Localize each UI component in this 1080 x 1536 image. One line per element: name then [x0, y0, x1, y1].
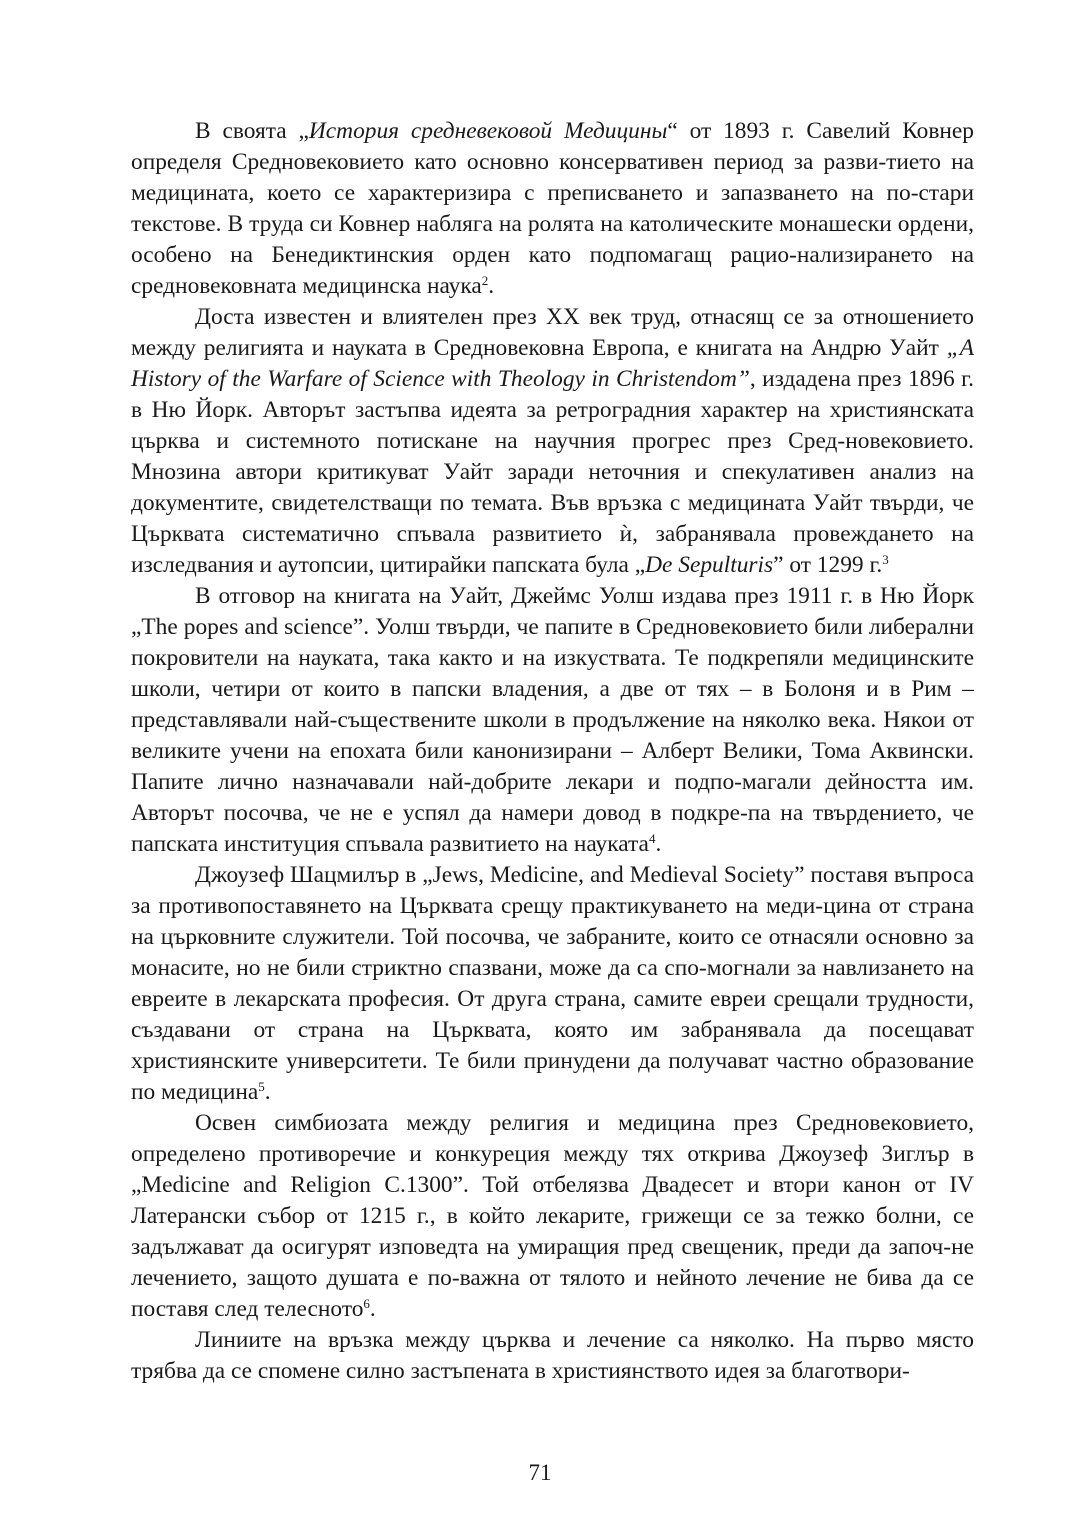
text-segment: .: [369, 1296, 376, 1322]
text-segment: Джоузеф Шацмилър в „Jews, Medicine, and Medieval Society” поставя въпроса за противопоставянето на Църквата срещу практикуването на меди-цина от страна на църковните служители. Той посочва, че забраните, които се отнасяли основно за монасите, но не били стриктно спазвани, може да са спо-могнали за навлизането на евреите в лекарската професия. От друга страна, самите евреи срещали трудности, създавани от страна на Църквата, която им забранявала да посещават християнските университети. Те били принудени да получават частно образование по медицина: [131, 862, 974, 1105]
text-segment: .: [488, 273, 495, 299]
text-segment: В отговор на книгата на Уайт, Джеймс Уолш издава през 1911 г. в Ню Йорк „The popes and science”. Уолш твърди, че папите в Средновековието били либерални покровители на науката, така както и на изкуствата. Те подкрепяли медицинските школи, четири от които в папски владения, а две от тях – в Болоня и в Рим – представлявали най-съществените школи в продължение на няколко века. Някои от великите учени на епохата били канонизирани – Алберт Велики, Тома Аквински. Папите лично назначавали най-добрите лекари и подпо-магали дейността им. Авторът посочва, че не е успял да намери довод в подкре-па на твърдението, че папската институция спъвала развитието на науката: [131, 583, 974, 857]
footnote-ref: 3: [882, 552, 889, 567]
paragraph-2: [131, 302, 974, 581]
text-segment: ” от 1299 г.: [773, 552, 883, 578]
footnote-ref: 2: [481, 273, 489, 288]
paragraph-5: [131, 1108, 974, 1325]
text-segment: “ от 1893 г. Савелий Ковнер определя Средновековието като основно консервативен период за разви-тието на медицината, което се характеризира с преписването и запазването на по-стари текстове. В труда си Ковнер набляга на ролята на католическите монашески ордени, особено на Бенедиктинския орден като подпомагащ рацио-нализирането на средновековната медицинска наука: [131, 118, 974, 299]
footnote-ref: 5: [258, 1079, 265, 1094]
text-segment: Доста известен и влиятелен през XX век труд, отнасящ се за отношението между религията и науката в Средновековна Европа, е книгата на Андрю Уайт: [131, 304, 974, 361]
page-number: 71: [528, 1460, 552, 1485]
text-segment: Освен симбиозата между религия и медицина през Средновековието, определено противоречие и конкуреция между тях открива Джоузеф Зиглър в „Medicine and Religion C.1300”. Той отбелязва Двадесет и втори канон от IV Латерански събор от 1215 г., в който лекарите, грижещи се за тежко болни, се задължават да осигурят изповедта на умиращия пред свещеник, преди да започ-не лечението, защото душата е по-важна от тялото и нейното лечение не бива да се поставя след телесното: [131, 1110, 974, 1322]
text-segment: Линиите на връзка между църква и лечение са няколко. На първо място трябва да се спомене силно застъпената в християнството идея за благотвори-: [131, 1327, 974, 1384]
italic-title: De Sepulturis: [645, 552, 774, 578]
footnote-ref: 4: [648, 831, 656, 846]
footnote-ref: 6: [363, 1296, 370, 1311]
text-segment: , издадена през 1896 г. в Ню Йорк. Авторът застъпва идеята за ретроградния характер на християнската църква и системното потискане на научния прогрес през Сред-новековието. Мнозина автори критикуват Уайт заради неточния и спекулативен анализ на документите, свидетелстващи по темата. Във връзка с медицината Уайт твърди, че Църквата систематично спъвала развитието ѝ, забранявала провеждането на изследвания и аутопсии, цитирайки папската була „: [131, 366, 974, 578]
text-segment: .: [264, 1079, 271, 1105]
italic-title: История средневековой Медицины: [308, 118, 668, 144]
page-body: [131, 116, 974, 1387]
paragraph-1: [131, 116, 974, 302]
paragraph-3: [131, 581, 974, 860]
paragraph-6: [131, 1325, 974, 1387]
italic-title: „A History of the Warfare of Science with Theology in Christendom”: [131, 335, 974, 392]
text-segment: .: [655, 831, 662, 857]
paragraph-4: [131, 860, 974, 1108]
text-segment: В своята „: [195, 118, 309, 144]
